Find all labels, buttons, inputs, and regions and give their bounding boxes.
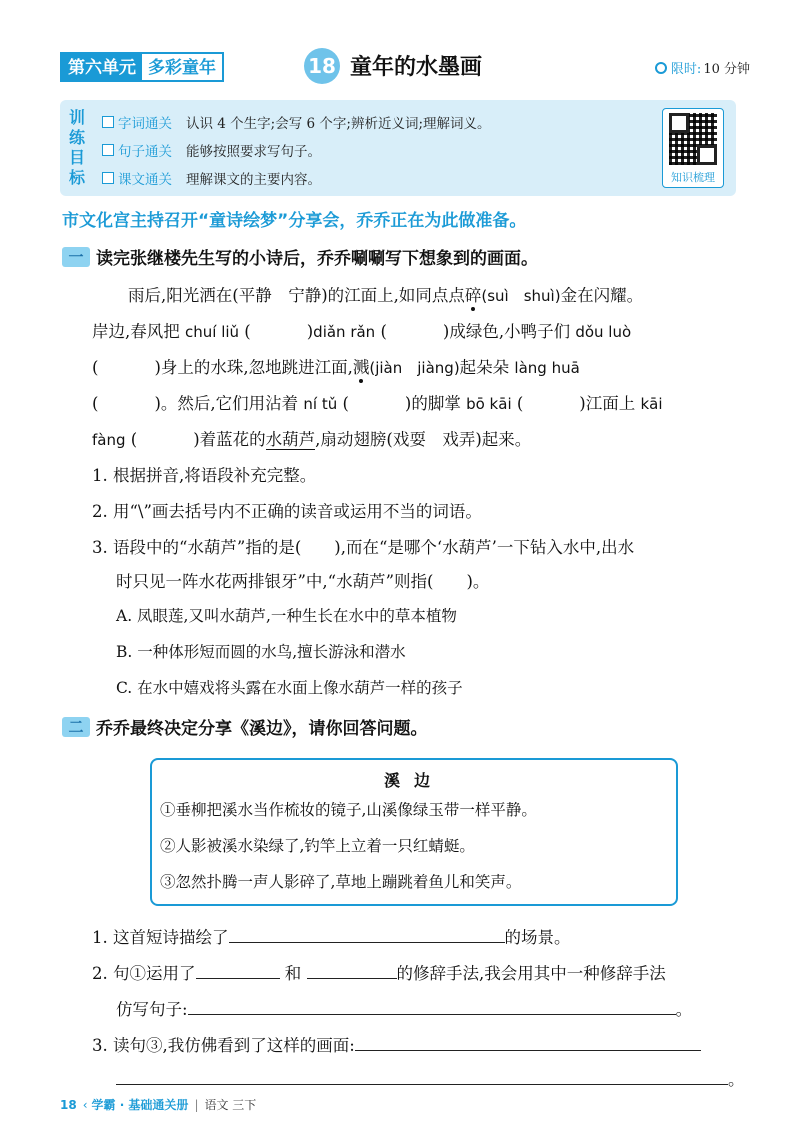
pinyin-prompt: chuí liǔ: [185, 323, 240, 341]
passage-line-4: ( )。然后,它们用沾着 ní tǔ ( )的脚掌 bō kāi ( )江面上 kāi: [92, 394, 663, 413]
question-text: 的场景。: [504, 928, 571, 947]
passage-text: 岸边,春风把: [92, 322, 185, 341]
passage-line-1: [128, 282, 643, 306]
dotted-char: 溅: [352, 358, 370, 377]
poem-line: ②人影被溪水染绿了,钓竿上立着一只红蜻蜓。: [160, 837, 475, 855]
question-text: 的修辞手法,我会用其中一种修辞手法: [396, 964, 666, 983]
question-2-3: [92, 1032, 701, 1056]
passage-text: )江面上: [579, 394, 641, 413]
underlined-word: 水葫芦: [265, 430, 316, 449]
question-2-3b: [116, 1066, 745, 1090]
question-1-1: 1. 根据拼音,将语段补充完整。: [92, 466, 317, 485]
passage-text: ): [306, 322, 314, 341]
pinyin-prompt: dǒu luò: [575, 323, 632, 341]
dotted-char: 碎: [464, 286, 482, 305]
poem-box: [150, 758, 678, 906]
option-b[interactable]: B. 一种体形短而圆的水鸟,擅长游泳和潜水: [116, 643, 406, 661]
question-text: 。: [675, 1000, 693, 1019]
pinyin-prompt: ní tǔ: [303, 395, 338, 413]
passage-text: 雨后,阳光洒在(: [128, 286, 239, 305]
goal-text: 理解课文的主要内容。: [186, 172, 321, 188]
goal-item: [102, 112, 491, 132]
answer-blank[interactable]: [188, 997, 676, 1015]
passage-option: 戏耍 戏弄: [392, 430, 476, 449]
time-limit-value: 10 分钟: [703, 62, 750, 77]
pinyin-option: (suì shuì): [481, 287, 561, 305]
passage-text: )。然后,它们用沾着: [154, 394, 304, 413]
qr-code[interactable]: [662, 108, 724, 188]
pinyin-prompt: kāi: [640, 395, 663, 413]
passage-text: )的江面上,如同点点: [321, 286, 465, 305]
question-2-1: [92, 924, 571, 948]
passage-text: )起来。: [475, 430, 532, 449]
goal-checkbox[interactable]: [102, 144, 114, 156]
pinyin-prompt: diǎn rǎn: [313, 323, 376, 341]
passage-text: )成绿色,小鸭子们: [442, 322, 576, 341]
goal-checkbox[interactable]: [102, 116, 114, 128]
subject-label: 语文 三下: [204, 1098, 257, 1112]
goal-tag: 字词通关: [118, 116, 172, 132]
time-limit: [655, 58, 750, 77]
goal-text: 认识 4 个生字;会写 6 个字;辨析近义词;理解词义。: [186, 116, 491, 132]
lesson-title: 童年的水墨画: [350, 55, 483, 80]
question-text: 2. 句①运用了: [92, 964, 196, 983]
section-title: 乔乔最终决定分享《溪边》，请你回答问题。: [96, 719, 428, 739]
training-goals-box: [60, 100, 736, 196]
option-a[interactable]: A. 凤眼莲,又叫水葫芦,一种生长在水中的草本植物: [116, 607, 457, 625]
divider: |: [194, 1097, 199, 1112]
goal-item: [102, 140, 321, 160]
poem-line: ③忽然扑腾一声人影碎了,草地上蹦跳着鱼儿和笑声。: [160, 873, 522, 891]
question-text: 1. 这首短诗描绘了: [92, 928, 229, 947]
passage-line-3: ( )身上的水珠,忽地跳进江面,溅(jiàn jiàng)起朵朵 làng huā: [92, 358, 580, 377]
question-text: 。: [728, 1070, 745, 1089]
unit-label: 第六单元: [62, 54, 142, 80]
page-header: [60, 52, 750, 86]
pinyin-prompt: fàng: [92, 431, 126, 449]
goals-side-label: [66, 108, 88, 188]
section-title: 读完张继楼先生写的小诗后，乔乔唰唰写下想象到的画面。: [96, 249, 538, 269]
option-c[interactable]: C. 在水中嬉戏将头露在水面上像水葫芦一样的孩子: [116, 679, 463, 697]
answer-blank[interactable]: [196, 961, 280, 979]
passage-line-2: 岸边,春风把 chuí liǔ ( )diǎn rǎn ( )成绿色,小鸭子们 dǒu luò: [92, 322, 632, 341]
poem-line: ①垂柳把溪水当作梳妆的镜子,山溪像绿玉带一样平静。: [160, 801, 537, 819]
intro-text: 市文化宫主持召开“童诗绘梦”分享会，乔乔正在为此做准备。: [62, 211, 527, 231]
chevron-left-icon: ‹: [82, 1097, 88, 1112]
poem-title: 溪边: [383, 771, 444, 790]
goal-item: [102, 168, 321, 188]
passage-text: )身上的水珠,忽地跳进江面,: [154, 358, 353, 377]
goals-side-char: 练: [68, 128, 85, 147]
section-number: 一: [62, 247, 90, 267]
goals-side-char: 标: [68, 168, 85, 187]
unit-theme: 多彩童年: [142, 54, 222, 80]
passage-text: 起朵朵: [459, 358, 515, 377]
passage-text: ,扇动翅膀(: [315, 430, 393, 449]
question-2-2: [92, 960, 666, 984]
pinyin-option: (jiàn jiàng): [369, 359, 460, 377]
qr-code-icon: [669, 113, 717, 165]
question-1-3a: 3. 语段中的“水葫芦”指的是( ),而在“是哪个‘水葫芦’一下钻入水中,出水: [92, 538, 635, 557]
clock-icon: [655, 62, 667, 74]
pinyin-prompt: bō kāi: [466, 395, 512, 413]
passage-line-5: fàng ( )着蓝花的水葫芦,扇动翅膀(戏耍 戏弄)起来。: [92, 430, 532, 449]
section-2-heading: [62, 714, 428, 739]
book-title: 学霸 · 基础通关册: [91, 1098, 189, 1112]
goal-tag: 课文通关: [118, 172, 172, 188]
question-1-3b: 时只见一阵水花两排银牙”中,“水葫芦”则指( )。: [116, 572, 490, 591]
passage-text: )着蓝花的: [193, 430, 266, 449]
question-1-2: 2. 用“\”画去括号内不正确的读音或运用不当的词语。: [92, 502, 482, 521]
goal-text: 能够按照要求写句子。: [186, 144, 321, 160]
section-1-heading: [62, 244, 538, 269]
goal-checkbox[interactable]: [102, 172, 114, 184]
lesson-number: 18: [304, 48, 340, 84]
passage-text: )的脚掌: [404, 394, 467, 413]
question-2-2b: [116, 996, 692, 1020]
goal-tag: 句子通关: [118, 144, 172, 160]
question-text: 3. 读句③,我仿佛看到了这样的画面:: [92, 1036, 355, 1055]
answer-blank[interactable]: [355, 1033, 701, 1051]
answer-blank[interactable]: [116, 1067, 728, 1085]
qr-label: 知识梳理: [671, 171, 715, 184]
goals-side-char: 目: [68, 148, 85, 167]
passage-option: 平静 宁静: [238, 286, 322, 305]
time-limit-label: 限时:: [670, 62, 702, 77]
question-text: 和: [284, 964, 302, 983]
pinyin-prompt: làng huā: [514, 359, 580, 377]
page-footer: [60, 1096, 256, 1113]
section-number: 二: [62, 717, 90, 737]
answer-blank[interactable]: [307, 961, 397, 979]
question-text: 仿写句子:: [116, 1000, 188, 1019]
unit-badge: [60, 52, 224, 82]
passage-text: 金在闪耀。: [560, 286, 644, 305]
answer-blank[interactable]: [229, 925, 505, 943]
goals-side-char: 训: [68, 108, 85, 127]
page-number: 18: [60, 1097, 77, 1112]
